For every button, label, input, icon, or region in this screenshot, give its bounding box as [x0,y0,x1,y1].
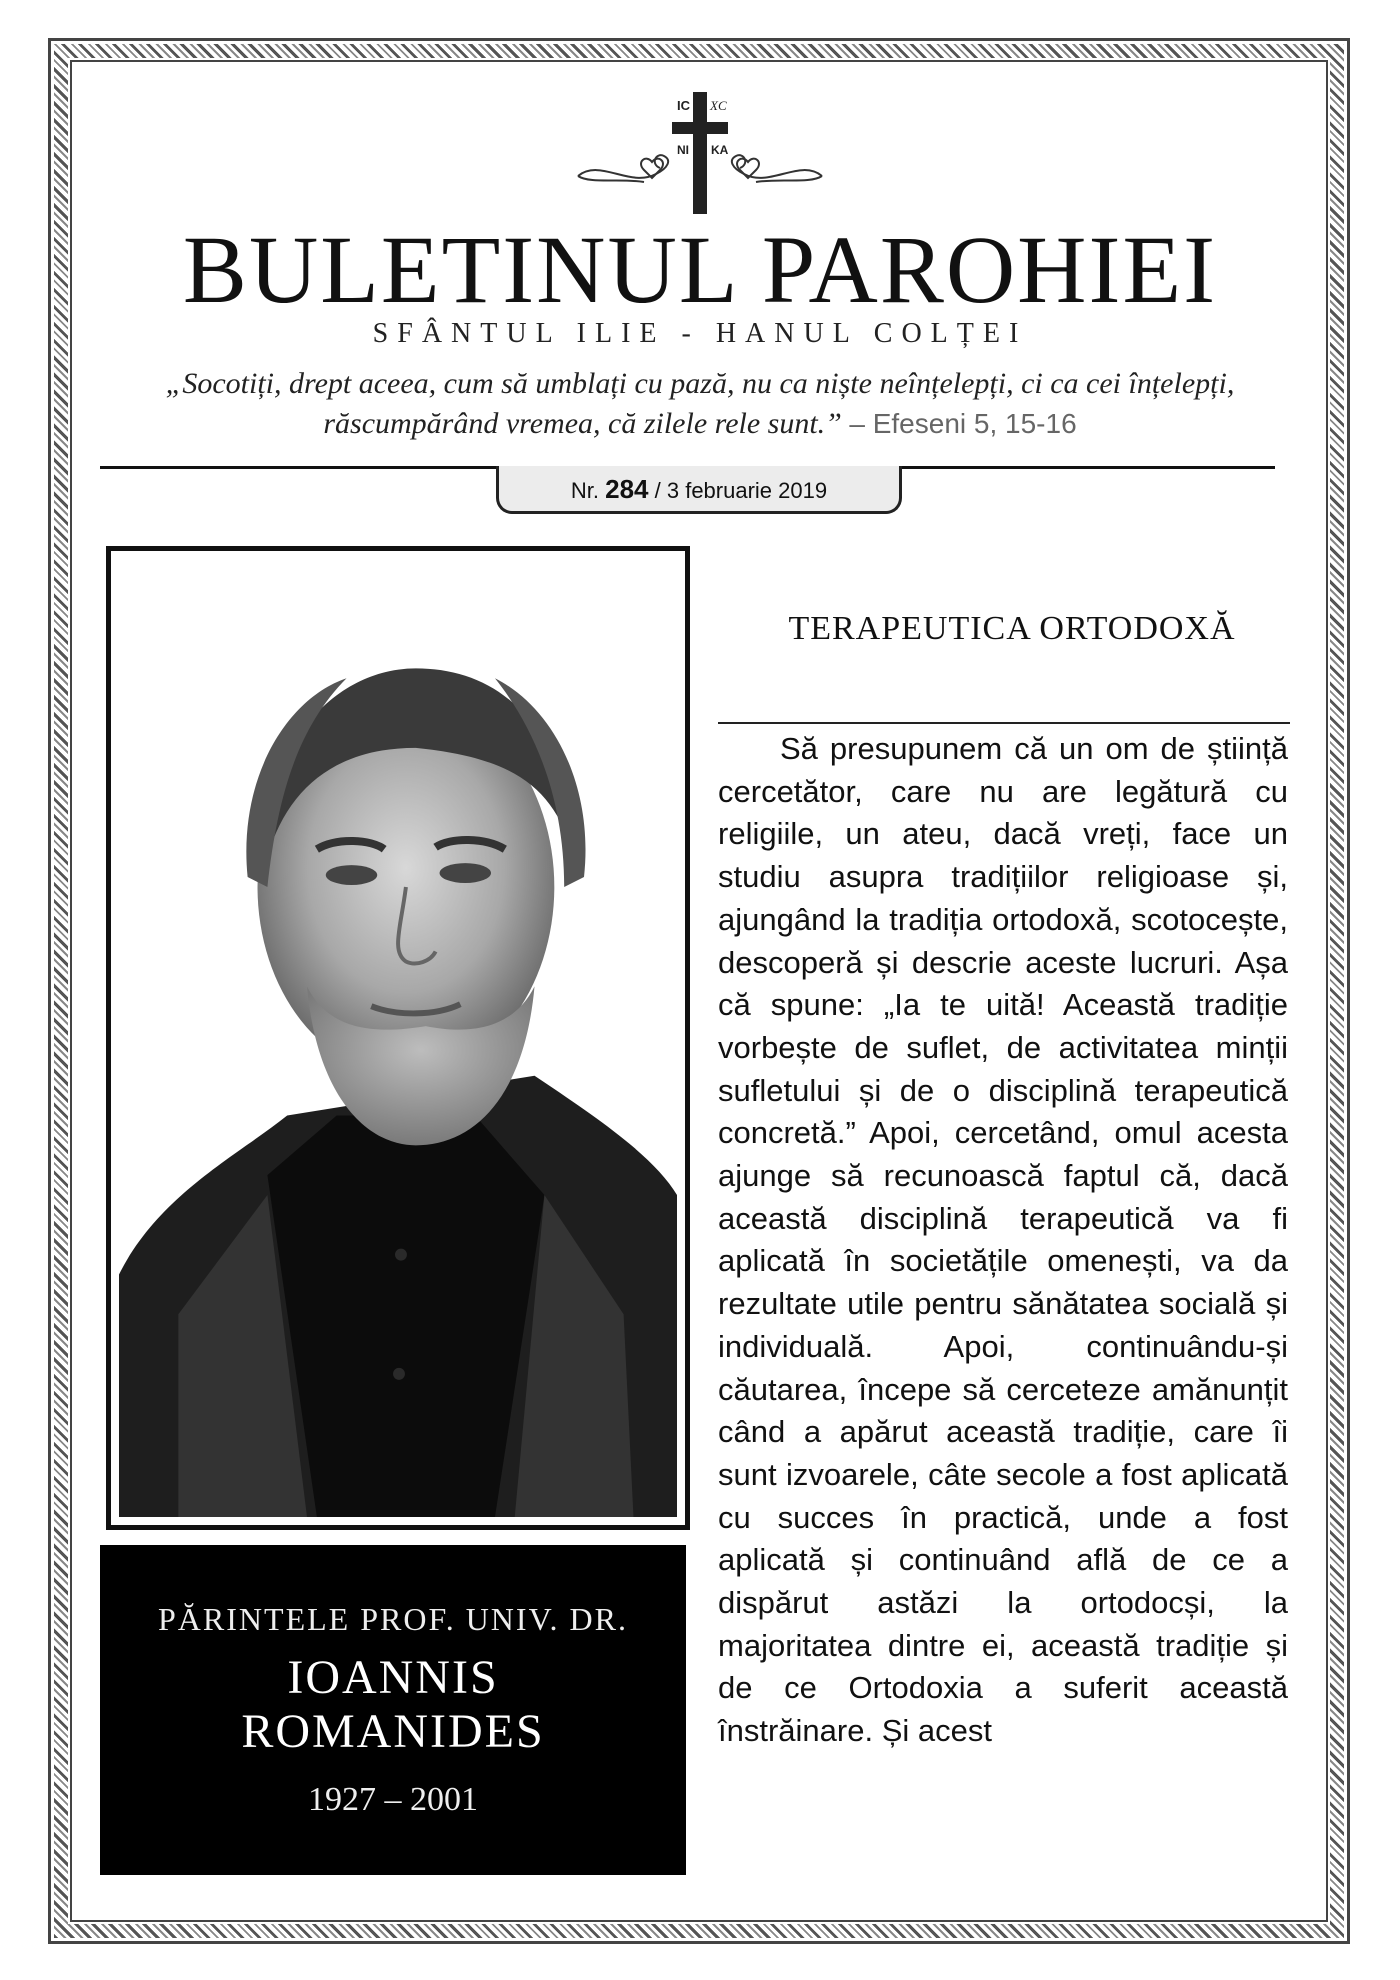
issue-prefix: Nr. [570,478,599,503]
cross-icon [560,88,840,218]
monogram-ka: KA [711,143,729,157]
issue-badge [496,466,902,514]
quote-reference: – Efeseni 5, 15-16 [849,408,1077,439]
bulletin-title: BULETINUL PAROHIEI [182,216,1218,323]
issue-number: 284 [605,474,649,504]
caption-title: PĂRINTELE PROF. UNIV. DR. [158,1601,628,1637]
caption-name-line1: IOANNIS [287,1651,499,1704]
caption-name-line2: ROMANIDES [241,1705,545,1758]
portrait-photo [119,559,677,1517]
caption-name [100,1651,686,1759]
portrait-caption [100,1545,686,1875]
parish-subtitle: SFÂNTUL ILIE - HANUL COLȚEI [372,318,1028,349]
issue-date: / 3 februarie 2019 [654,478,828,503]
portrait-photo-frame [106,546,690,1530]
monogram-xc: XC [710,98,727,113]
monogram-ic: IC [677,98,690,113]
monogram-ni: NI [677,143,689,157]
quote-text: „Socotiți, drept aceea, cum să umblați cu pază, nu ca niște neînțelepți, ci ca cei înțelepți, răscumpărând vremea, că zilele rele sunt.” [165,367,1235,440]
caption-years: 1927 – 2001 [308,1781,478,1818]
article-divider [718,722,1290,724]
article-title: TERAPEUTICA ORTODOXĂ [788,610,1236,647]
scripture-quote [140,364,1260,444]
article-body: Să presupunem că un om de știință cercetător, care nu are legătură cu religiile, un ateu, dacă vreți, face un studiu asupra tradițiilor religioase și, ajungând la tradiția ortodoxă, scotocește, descoperă și descrie aceste lucruri. Așa că spune: „Ia te uită! Această tradiție vorbește de suflet, de activitatea minții sufletului și de o disciplină terapeutică concretă.” Apoi, cercetând, omul acesta ajunge să recunoască faptul că, dacă această disciplină terapeutică va fi aplicată în societățile omenești, va da rezultate utile pentru sănătatea socială și individuală. Apoi, continuându-și căutarea, începe să cerceteze amănunțit când a apărut această tradiție, care îi sunt izvoarele, câte secole a fost aplicată cu succes în practică, unde a fost aplicată și continuând află de ce a dispărut astăzi la ortodocși, la majoritatea dintre ei, această tradiție și de ce Ortodoxia a suferit această înstrăinare. Și acest [718,731,1288,1749]
